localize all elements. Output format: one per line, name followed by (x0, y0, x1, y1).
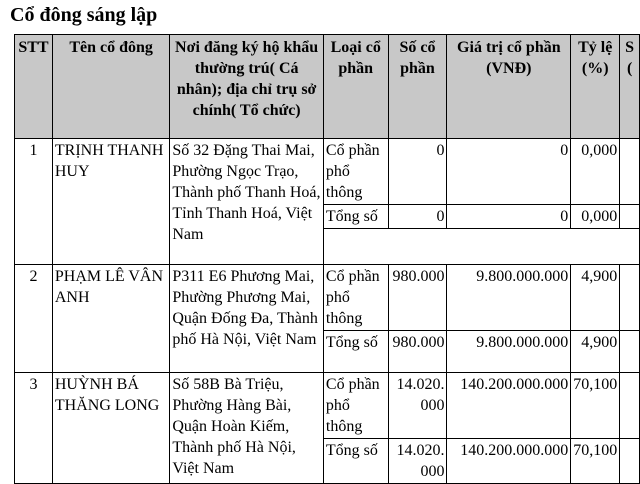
row-name: PHẠM LÊ VÂN ANH (52, 265, 170, 373)
row-address: Số 32 Đặng Thai Mai, Phường Ngọc Trạo, Thành phố Thanh Hoá, Tỉnh Thanh Hoá, Việt Nam (170, 139, 324, 265)
table-row (15, 265, 640, 331)
row-extra (620, 439, 640, 484)
row-ratio: 70,100 (571, 439, 620, 484)
row-share-type: Tổng số (323, 439, 388, 484)
row-share-type: Tổng số (323, 331, 388, 373)
row-ratio: 4,900 (571, 331, 620, 373)
row-share-value: 0 (447, 139, 571, 205)
header-share-type: Loại cổ phần (323, 35, 388, 139)
header-name: Tên cổ đông (52, 35, 170, 139)
row-stt: 2 (15, 265, 53, 373)
header-share-count: Số cổ phần (388, 35, 447, 139)
header-share-value: Giá trị cổ phần (VNĐ) (447, 35, 571, 139)
row-ratio: 0,000 (571, 205, 620, 229)
row-share-type: Tổng số (323, 205, 388, 229)
shareholders-table (14, 34, 640, 484)
row-share-count: 0 (388, 139, 447, 205)
row-share-count: 14.020.000 (388, 373, 447, 439)
row-share-value: 9.800.000.000 (447, 331, 571, 373)
row-name: HUỲNH BÁ THĂNG LONG (52, 373, 170, 484)
blank-cell (323, 229, 639, 265)
row-extra (620, 373, 640, 439)
row-stt: 3 (15, 373, 53, 484)
row-share-type: Cổ phần phổ thông (323, 139, 388, 205)
row-ratio: 4,900 (571, 265, 620, 331)
table-row (15, 139, 640, 205)
section-title: Cổ đông sáng lập (10, 4, 158, 26)
row-share-count: 980.000 (388, 331, 447, 373)
row-share-value: 0 (447, 205, 571, 229)
row-share-count: 14.020.000 (388, 439, 447, 484)
row-address: Số 58B Bà Triệu, Phường Hàng Bài, Quận Hoàn Kiếm, Thành phố Hà Nội, Việt Nam (170, 373, 324, 484)
row-share-value: 9.800.000.000 (447, 265, 571, 331)
row-extra (620, 331, 640, 373)
table-row (15, 373, 640, 439)
row-share-count: 980.000 (388, 265, 447, 331)
row-share-type: Cổ phần phổ thông (323, 373, 388, 439)
row-ratio: 70,100 (571, 373, 620, 439)
row-ratio: 0,000 (571, 139, 620, 205)
row-extra (620, 205, 640, 229)
row-name: TRỊNH THANH HUY (52, 139, 170, 265)
header-address: Nơi đăng ký hộ khẩu thường trú( Cá nhân); địa chỉ trụ sở chính( Tổ chức) (170, 35, 324, 139)
row-share-value: 140.200.000.000 (447, 439, 571, 484)
row-address: P311 E6 Phương Mai, Phường Phương Mai, Quận Đống Đa, Thành phố Hà Nội, Việt Nam (170, 265, 324, 373)
header-stt: STT (15, 35, 53, 139)
header-extra: S ( (620, 35, 640, 139)
row-share-type: Cổ phần phổ thông (323, 265, 388, 331)
header-ratio: Tỷ lệ (%) (571, 35, 620, 139)
row-share-count: 0 (388, 205, 447, 229)
row-extra (620, 265, 640, 331)
row-share-value: 140.200.000.000 (447, 373, 571, 439)
row-stt: 1 (15, 139, 53, 265)
row-extra (620, 139, 640, 205)
